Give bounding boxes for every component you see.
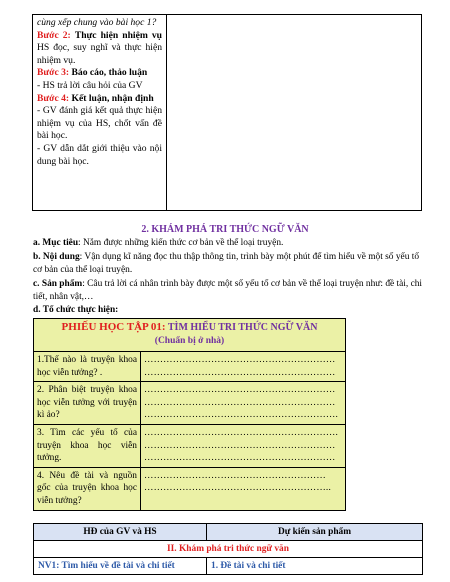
step-4-text-2: - GV dẫn dắt giới thiệu vào nội dung bài học. bbox=[37, 142, 162, 167]
worksheet-table bbox=[33, 318, 346, 511]
product-para: c. Sản phẩm: Câu trả lời cá nhân trình bày được một số yếu tố cơ bản về thể loại truyện như: đề tài, chi tiết, nhân vật,… bbox=[33, 279, 423, 302]
worksheet-header: PHIẾU HỌC TẬP 01: TÌM HIỂU TRI THỨC NGỮ VĂN (Chuẩn bị ở nhà) bbox=[34, 319, 346, 352]
section-title: 2. KHÁM PHÁ TRI THỨC NGỮ VĂN bbox=[141, 224, 309, 235]
lesson-plan-table bbox=[33, 523, 423, 575]
task-label: NV1: Tìm hiểu về đề tài và chi tiết bbox=[34, 558, 207, 575]
col-header-activity: HĐ của GV và HS bbox=[34, 524, 207, 541]
worksheet-row bbox=[34, 382, 346, 425]
step-3: Bước 3: Báo cáo, thảo luận bbox=[37, 67, 148, 79]
objective-para: a. Mục tiêu: Nắm được những kiến thức cơ bản về thể loại truyện. bbox=[33, 238, 284, 248]
activity-steps-cell bbox=[33, 15, 167, 211]
section-row: II. Khám phá tri thức ngữ văn bbox=[34, 541, 423, 558]
col-header-result: Dự kiến sản phẩm bbox=[207, 524, 423, 541]
question-cell: 2. Phân biệt truyện khoa học viễn tưởng với truyện kì ảo? bbox=[34, 382, 141, 425]
worksheet-row bbox=[34, 352, 346, 382]
question-cell: 3. Tìm các yếu tố của truyện khoa học viễn tưởng. bbox=[34, 424, 141, 467]
activity-table bbox=[32, 14, 422, 211]
step-4-text-1: - GV đánh giá kết quả thực hiện nhiệm vụ của HS, chốt vấn đề bài học. bbox=[37, 105, 162, 142]
question-text: cùng xếp chung vào bài học 1? bbox=[37, 17, 157, 28]
question-cell: 1.Thế nào là truyện khoa học viễn tưởng? . bbox=[34, 352, 141, 382]
step-2: Bước 2: Thực hiện nhiệm vụ HS đọc, suy nghĩ và thực hiện nhiệm vụ. bbox=[37, 29, 162, 66]
answer-cell: ……………………………………………………. …………………………………………………… …………………………………………………… bbox=[141, 424, 346, 467]
question-cell: 4. Nêu đề tài và nguồn gốc của truyện khoa học viễn tưởng? bbox=[34, 467, 141, 510]
content-para: b. Nội dung: Vận dụng kĩ năng đọc thu thập thông tin, trình bày một phút để tìm hiểu về một số yếu tố cơ bản của thể loại truyện. bbox=[33, 252, 420, 275]
answer-cell: …………………………………………………… …………………………………………………… ……………………………………………………. bbox=[141, 382, 346, 425]
worksheet-row bbox=[34, 424, 346, 467]
worksheet-row bbox=[34, 467, 346, 510]
task-result: 1. Đề tài và chi tiết bbox=[207, 558, 423, 575]
step-3-text: - HS trả lời câu hỏi của GV bbox=[37, 79, 143, 91]
answer-cell: ………………………………………………… ………………………………………………….. bbox=[141, 467, 346, 510]
answer-cell: …………………………………………………… …………………………………………………… bbox=[141, 352, 346, 382]
activity-result-cell bbox=[167, 15, 422, 211]
step-4: Bước 4: Kết luận, nhận định bbox=[37, 92, 154, 104]
organization-para: d. Tổ chức thực hiện: bbox=[33, 305, 119, 315]
